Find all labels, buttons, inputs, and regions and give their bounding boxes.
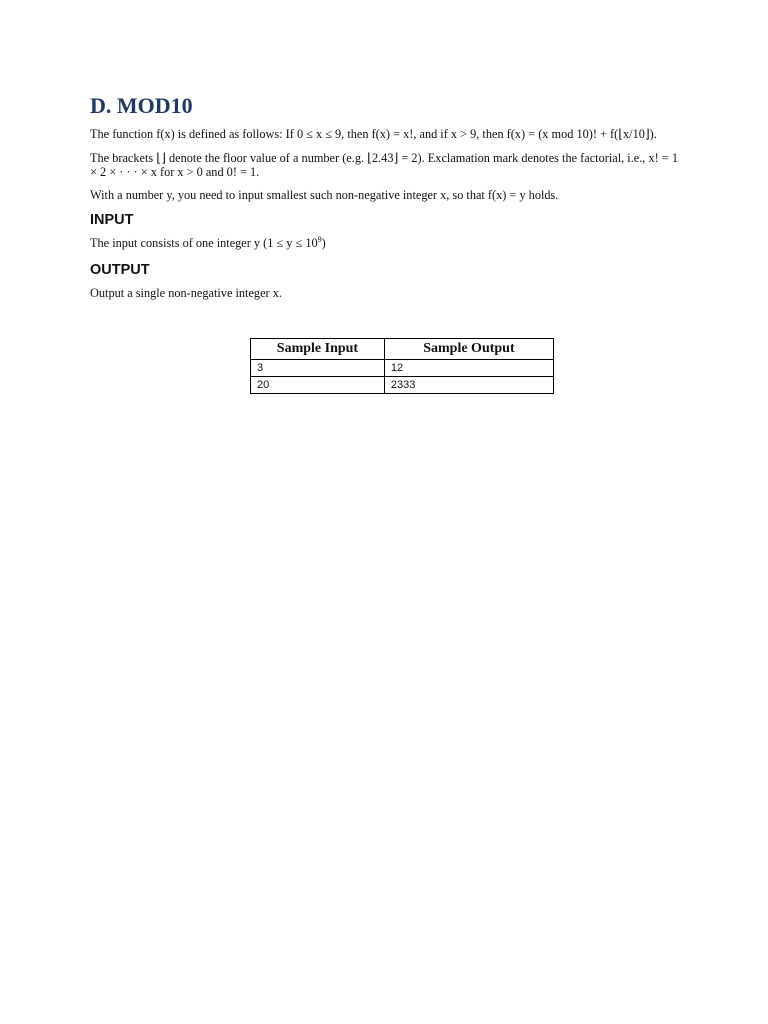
definition-paragraph: The function f(x) is defined as follows: If 0 ≤ x ≤ 9, then f(x) = x!, and if x > 9, then f(x) = (x mod 10)! + f(⌊x/10⌋). [90, 127, 657, 141]
table-row [251, 360, 554, 377]
sample-input-header: Sample Input [251, 339, 385, 360]
sample-output-cell: 12 [384, 360, 553, 377]
input-text-before-power: The input consists of one integer y (1 ≤ y ≤ 10 [90, 236, 318, 250]
input-description [90, 236, 678, 250]
sample-input-cell: 20 [251, 377, 385, 394]
sample-input-cell: 3 [251, 360, 385, 377]
floor-factorial-paragraph: The brackets ⌊⌋ denote the floor value of a number (e.g. ⌊2.43⌋ = 2). Exclamation mark denotes the factorial, i.e., x! = 1 × 2 × · · · × x for x > 0 and 0! = 1. [90, 151, 678, 179]
problem-title: D. MOD10 [90, 93, 193, 118]
sample-output-header: Sample Output [384, 339, 553, 360]
sample-table [250, 338, 554, 394]
table-row [251, 377, 554, 394]
input-exponent: 9 [317, 235, 322, 244]
output-description: Output a single non-negative integer x. [90, 286, 282, 300]
sample-table-header-row [251, 339, 554, 360]
input-heading: INPUT [90, 212, 134, 228]
task-paragraph: With a number y, you need to input smallest such non-negative integer x, so that f(x) = y holds. [90, 188, 559, 202]
sample-output-cell: 2333 [384, 377, 553, 394]
input-text-after-power: ) [321, 236, 326, 250]
problem-statement [90, 90, 678, 300]
output-heading: OUTPUT [90, 262, 150, 278]
